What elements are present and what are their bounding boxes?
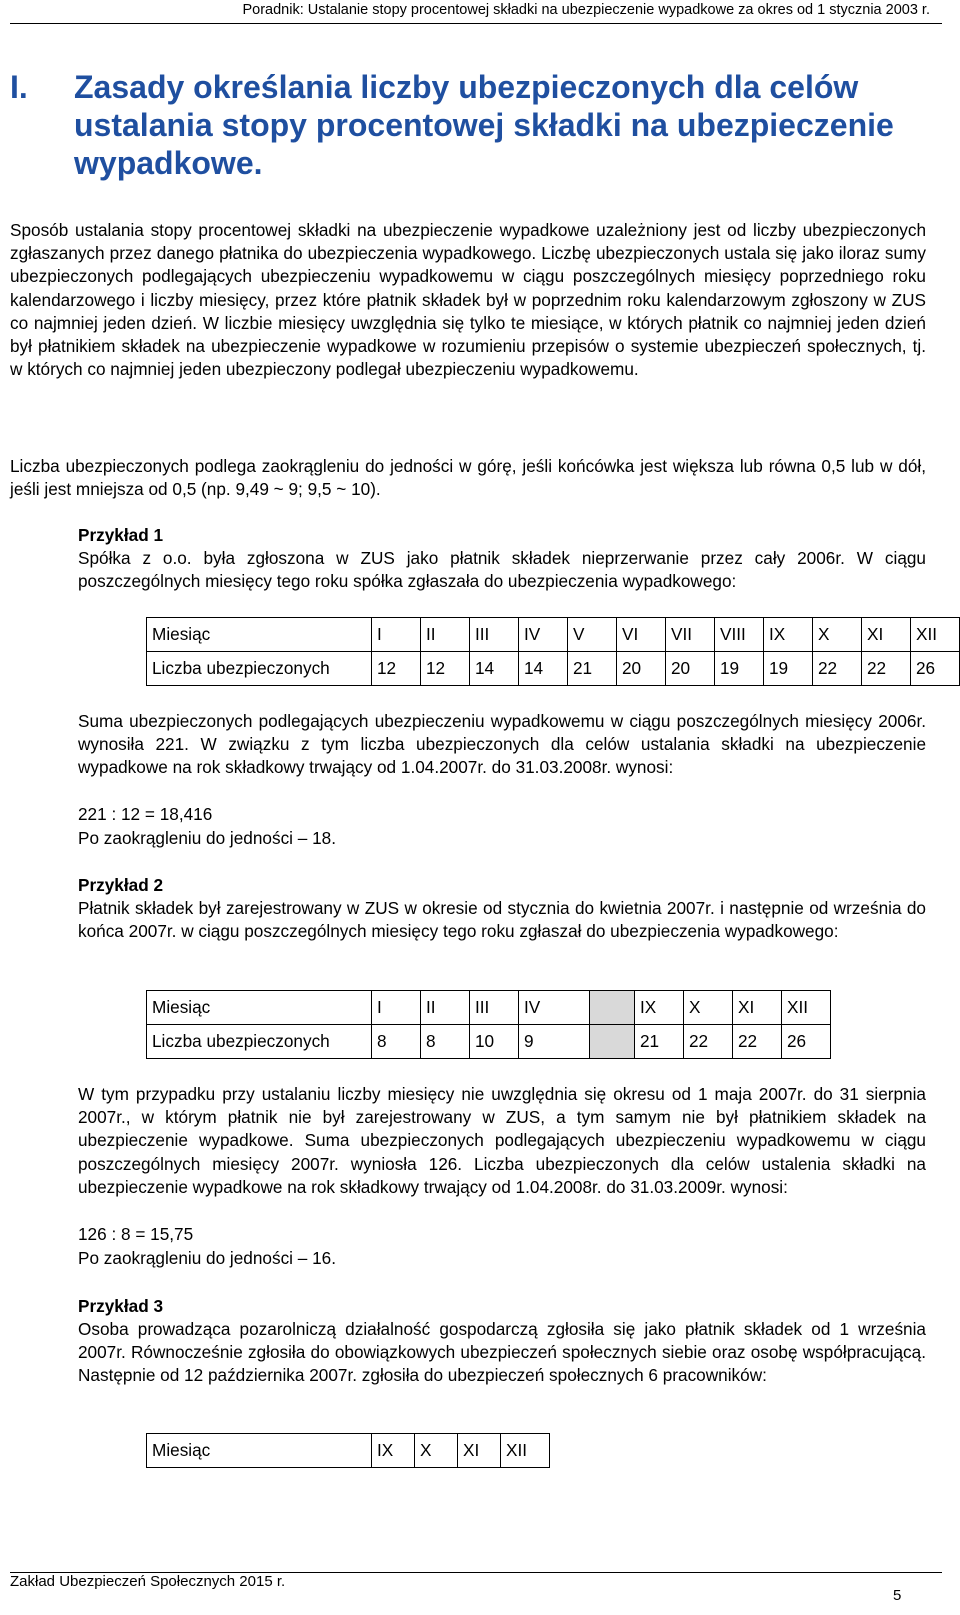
- count-cell: 10: [470, 1025, 519, 1059]
- example-1-rounded: Po zaokrągleniu do jedności – 18.: [78, 828, 336, 848]
- month-cell: VIII: [715, 618, 764, 652]
- example-1-calculation: 221 : 12 = 18,416: [78, 804, 213, 824]
- unregistered-gap-cell: [590, 991, 635, 1025]
- count-cell: 19: [764, 652, 813, 686]
- intro-paragraph-2: Liczba ubezpieczonych podlega zaokrągleniu do jedności w górę, jeśli końcówka jest większa lub równa 0,5 lub w dół, jeśli jest mniejsza od 0,5 (np. 9,49 ~ 9; 9,5 ~ 10).: [10, 456, 926, 500]
- section-number: I.: [10, 69, 28, 105]
- example-3-table: [146, 1433, 550, 1468]
- example-2-heading: Przykład 2: [78, 875, 164, 895]
- count-cell: 14: [519, 652, 568, 686]
- example-3-heading: Przykład 3: [78, 1296, 164, 1316]
- count-cell: 22: [684, 1025, 733, 1059]
- month-cell: XI: [862, 618, 911, 652]
- month-cell: IV: [519, 618, 568, 652]
- example-2-rounded: Po zaokrągleniu do jedności – 16.: [78, 1248, 336, 1268]
- count-cell: 20: [666, 652, 715, 686]
- month-cell: XII: [501, 1434, 550, 1468]
- month-cell: IX: [764, 618, 813, 652]
- month-cell: II: [421, 618, 470, 652]
- count-cell: 12: [372, 652, 421, 686]
- unregistered-gap-cell: [590, 1025, 635, 1059]
- month-cell: IV: [519, 991, 590, 1025]
- count-cell: 26: [782, 1025, 831, 1059]
- month-cell: V: [568, 618, 617, 652]
- month-cell: VI: [617, 618, 666, 652]
- table-row: [147, 618, 960, 652]
- month-cell: I: [372, 618, 421, 652]
- example-1-heading: Przykład 1: [78, 525, 164, 545]
- table-row: [147, 652, 960, 686]
- count-cell: 8: [372, 1025, 421, 1059]
- count-cell: 19: [715, 652, 764, 686]
- table-row: [147, 991, 831, 1025]
- example-3-text: Osoba prowadząca pozarolniczą działalność gospodarczą zgłosiła się jako płatnik składek od 1 września 2007r. Równocześnie zgłosiła do obowiązkowych ubezpieczeń społecznych siebie oraz osobę współpracującą. Następnie od 12 października 2007r. zgłosiła do ubezpieczeń społecznych 6 pracowników:: [78, 1319, 926, 1386]
- month-cell: X: [813, 618, 862, 652]
- count-cell: 22: [733, 1025, 782, 1059]
- example-1-summary: Suma ubezpieczonych podlegających ubezpieczeniu wypadkowemu w ciągu poszczególnych miesięcy 2006r. wynosiła 221. W związku z tym liczba ubezpieczonych dla celów ustalania składki na ubezpieczenie wypadkowe na rok składkowy trwający od 1.04.2007r. do 31.03.2008r. wynosi:: [78, 711, 926, 778]
- count-cell: 20: [617, 652, 666, 686]
- page-number: 5: [893, 1587, 902, 1604]
- month-cell: IX: [372, 1434, 415, 1468]
- table-header-cell: Miesiąc: [147, 991, 372, 1025]
- month-cell: XII: [911, 618, 960, 652]
- header-title: Poradnik: Ustalanie stopy procentowej składki na ubezpieczenie wypadkowe za okres od 1 stycznia 2003 r.: [242, 2, 930, 18]
- month-cell: X: [415, 1434, 458, 1468]
- month-cell: III: [470, 618, 519, 652]
- table-row: [147, 1025, 831, 1059]
- month-cell: IX: [635, 991, 684, 1025]
- example-2-calculation: 126 : 8 = 15,75: [78, 1224, 194, 1244]
- month-cell: XI: [458, 1434, 501, 1468]
- example-2-table: [146, 990, 831, 1059]
- count-cell: 22: [813, 652, 862, 686]
- count-cell: 14: [470, 652, 519, 686]
- month-cell: III: [470, 991, 519, 1025]
- header-rule: [10, 23, 942, 24]
- example-1-table: [146, 617, 960, 686]
- month-cell: II: [421, 991, 470, 1025]
- month-cell: X: [684, 991, 733, 1025]
- count-cell: 22: [862, 652, 911, 686]
- count-cell: 21: [568, 652, 617, 686]
- count-cell: 8: [421, 1025, 470, 1059]
- example-2-text: Płatnik składek był zarejestrowany w ZUS w okresie od stycznia do kwietnia 2007r. i następnie od września do końca 2007r. w ciągu poszczególnych miesięcy tego roku zgłaszał do ubezpieczenia wypadkowego:: [78, 898, 926, 942]
- table-header-cell: Miesiąc: [147, 1434, 372, 1468]
- table-header-cell: Liczba ubezpieczonych: [147, 652, 372, 686]
- example-1-text: Spółka z o.o. była zgłoszona w ZUS jako płatnik składek nieprzerwanie przez cały 2006r. W ciągu poszczególnych miesięcy tego roku spółka zgłaszała do ubezpieczenia wypadkowego:: [78, 548, 926, 592]
- count-cell: 26: [911, 652, 960, 686]
- footer-text: Zakład Ubezpieczeń Społecznych 2015 r.: [10, 1573, 286, 1590]
- count-cell: 9: [519, 1025, 590, 1059]
- count-cell: 12: [421, 652, 470, 686]
- section-title: Zasady określania liczby ubezpieczonych dla celów ustalania stopy procentowej składki na ubezpieczenie wypadkowe.: [74, 69, 894, 181]
- month-cell: I: [372, 991, 421, 1025]
- intro-paragraph-1: Sposób ustalania stopy procentowej składki na ubezpieczenie wypadkowe uzależniony jest od liczby ubezpieczonych zgłaszanych przez danego płatnika do ubezpieczenia wypadkowego. Liczbę ubezpieczonych ustala się jako iloraz sumy ubezpieczonych podlegających ubezpieczeniu wypadkowemu w ciągu poszczególnych miesięcy poprzedniego roku kalendarzowego i liczby miesięcy, przez które płatnik składek był w poprzednim roku kalendarzowym zgłoszony w ZUS co najmniej jeden dzień. W liczbie miesięcy uwzględnia się tylko te miesiące, w których płatnik co najmniej jeden dzień był płatnikiem składek na ubezpieczenie wypadkowe w rozumieniu przepisów o systemie ubezpieczeń społecznych, tj. w których co najmniej jeden ubezpieczony podlegał ubezpieczeniu wypadkowemu.: [10, 220, 926, 380]
- table-header-cell: Miesiąc: [147, 618, 372, 652]
- table-row: [147, 1434, 550, 1468]
- table-header-cell: Liczba ubezpieczonych: [147, 1025, 372, 1059]
- month-cell: XII: [782, 991, 831, 1025]
- month-cell: VII: [666, 618, 715, 652]
- count-cell: 21: [635, 1025, 684, 1059]
- month-cell: XI: [733, 991, 782, 1025]
- example-2-summary: W tym przypadku przy ustalaniu liczby miesięcy nie uwzględnia się okresu od 1 maja 2007r. do 31 sierpnia 2007r., w którym płatnik nie był zarejestrowany w ZUS, a tym samym nie był płatnikiem składek na ubezpieczenie wypadkowe. Suma ubezpieczonych podlegających ubezpieczeniu wypadkowemu w ciągu poszczególnych miesięcy 2007r. wyniosła 126. Liczba ubezpieczonych dla celów ustalenia składki na ubezpieczenie wypadkowe na rok składkowy trwający od 1.04.2008r. do 31.03.2009r. wynosi:: [78, 1084, 926, 1197]
- section-heading: [10, 68, 940, 182]
